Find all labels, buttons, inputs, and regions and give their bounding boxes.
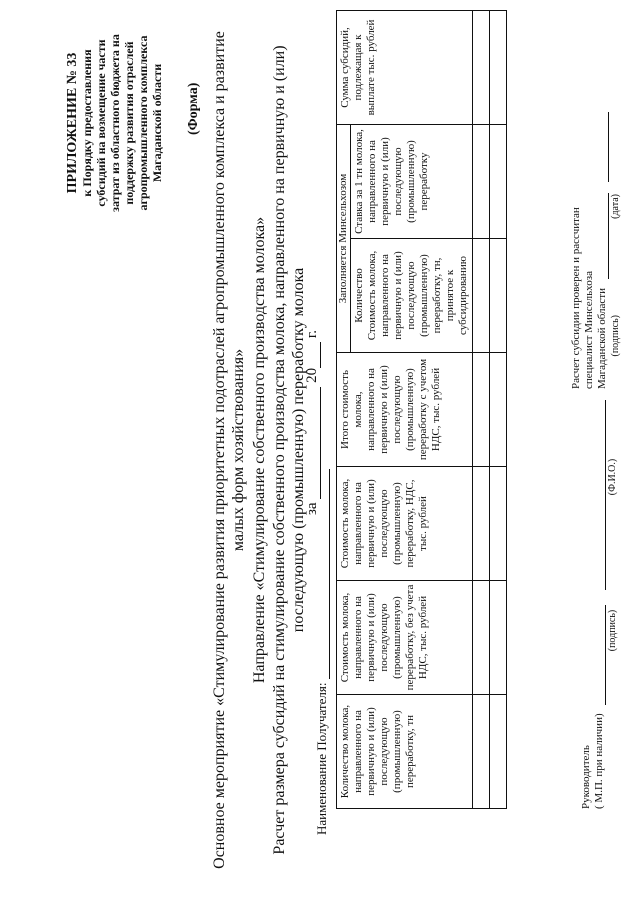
- head-label: Руководитель: [580, 745, 592, 809]
- table-cell[interactable]: [473, 124, 490, 238]
- stamp-note: ( М.П. при наличии): [593, 713, 605, 809]
- table-cell[interactable]: [473, 695, 490, 809]
- column-header: Ставка за 1 тн молока, направленного на первичную и (или) последующую (промышленную) переработку: [351, 124, 473, 238]
- table-row: [473, 10, 490, 808]
- column-header: Количество молока, направленного на первичную и (или) последующую (промышленную) переработку, тн: [337, 695, 473, 809]
- title-calculation: Расчет размера субсидий на стимулирование собственного производства молока, направленного на первичную и (или) последующую (промышленную) переработку молока: [271, 45, 307, 855]
- table-cell[interactable]: [473, 239, 490, 353]
- table-cell[interactable]: [490, 10, 507, 124]
- title-direction: Направление «Стимулирование собственного производства молока»: [251, 216, 268, 684]
- appendix-number: ПРИЛОЖЕНИЕ № 33: [65, 52, 80, 194]
- table-cell[interactable]: [473, 467, 490, 581]
- form-label: (Форма): [186, 82, 201, 135]
- check-line: специалист Минсельхоза: [583, 271, 595, 389]
- column-header: Количество Стоимость молока, направленного на первичную и (или) последующую (промышленную) переработку, тн, принятое к субсидированию: [351, 239, 473, 353]
- check-date-caption: (дата): [610, 194, 621, 219]
- group-header-row: [337, 10, 351, 808]
- recipient-row: [314, 469, 330, 835]
- appendix-line: Магаданской области: [150, 63, 164, 183]
- check-signature-block: [570, 113, 622, 390]
- head-signature-block: [580, 382, 619, 809]
- subsidy-table: [336, 10, 507, 809]
- table-cell[interactable]: [473, 581, 490, 695]
- column-header: Сумма субсидий, подлежащая к выплате тыс. рублей: [337, 10, 473, 124]
- period-year: 20: [304, 367, 320, 383]
- year-blank[interactable]: [308, 342, 321, 368]
- table-cell[interactable]: [473, 10, 490, 124]
- table-cell[interactable]: [490, 695, 507, 809]
- appendix-line: затрат из областного бюджета на: [108, 34, 122, 212]
- name-caption: (Ф.И.О.): [607, 458, 618, 496]
- appendix-header: [66, 13, 164, 233]
- signature-caption: (подпись): [607, 609, 618, 652]
- appendix-line: субсидий на возмещение части: [94, 39, 108, 207]
- appendix-line: агропромышленного комплекса: [136, 35, 150, 211]
- period-prefix: за: [304, 502, 320, 515]
- title-measure: Основное мероприятие «Стимулирование развития приоритетных подотраслей агропромышленного комплекса и развитие малых форм хозяйствования»: [211, 31, 247, 869]
- period-suffix: г.: [304, 329, 320, 339]
- check-line: Магаданской области: [596, 288, 608, 389]
- group-header: Заполняется Минсельхозом: [337, 124, 351, 352]
- appendix-line: к Порядку предоставления: [80, 49, 94, 197]
- table-cell[interactable]: [473, 353, 490, 467]
- head-signature-line[interactable]: [594, 605, 606, 705]
- recipient-field[interactable]: [317, 469, 330, 679]
- table-cell[interactable]: [490, 467, 507, 581]
- check-signature-caption: (подпись): [610, 314, 621, 357]
- column-header: Стоимость молока, направленного на первичную и (или) последующую (промышленную) переработку, НДС, тыс. рублей: [337, 467, 473, 581]
- table-cell[interactable]: [490, 581, 507, 695]
- recipient-label: Наименование Получателя:: [314, 682, 329, 835]
- column-header: Стоимость молока, направленного на первичную и (или) последующую (промышленную) переработку, без учета НДС, тыс. рублей: [337, 581, 473, 695]
- check-date-line[interactable]: [597, 113, 609, 183]
- check-line: Расчет субсидии проверен и рассчитан: [570, 207, 582, 389]
- table-row: [490, 10, 507, 808]
- head-name-line[interactable]: [594, 400, 606, 590]
- appendix-line: поддержку развития отраслей: [122, 41, 136, 205]
- column-header: Итого стоимость молока, направленного на первичную и (или) последующую (промышленную) переработку с учетом НДС, тыс. рублей: [337, 353, 473, 467]
- table-cell[interactable]: [490, 124, 507, 238]
- table-cell[interactable]: [490, 239, 507, 353]
- table-cell[interactable]: [490, 353, 507, 467]
- check-signature-line[interactable]: [597, 193, 609, 279]
